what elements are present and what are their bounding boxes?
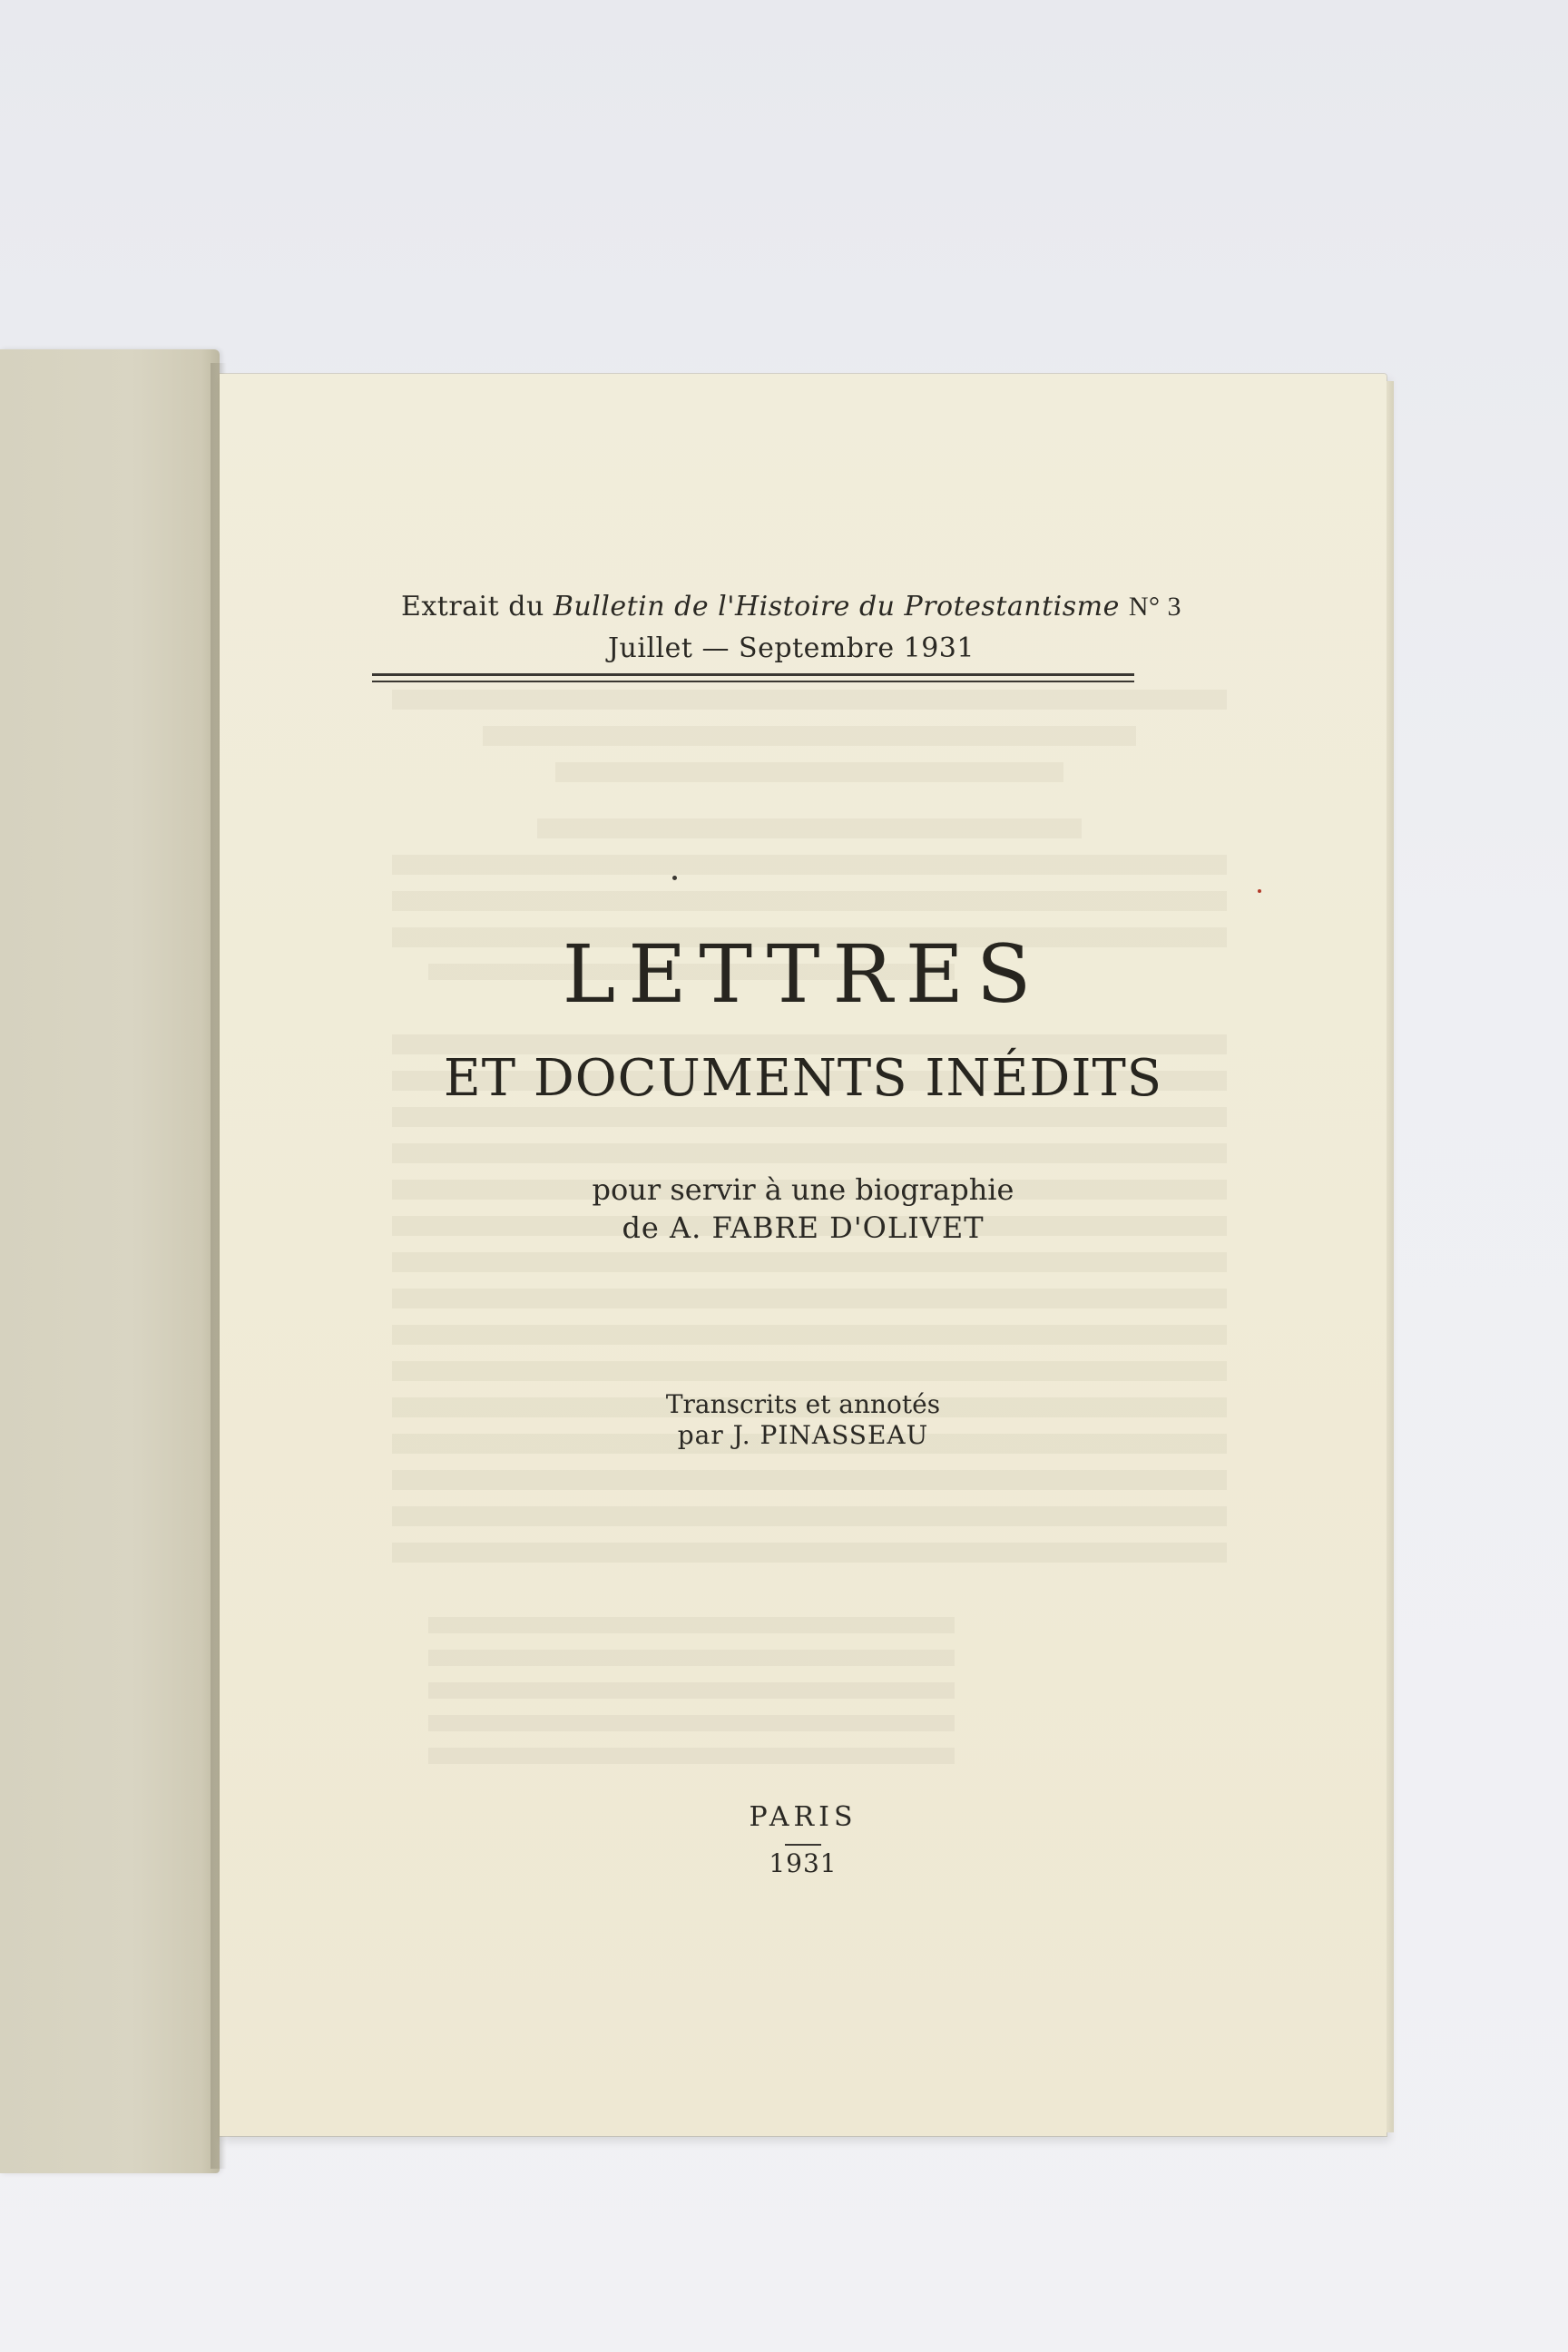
ink-dot <box>672 876 677 880</box>
purpose-line-2: de A. FABRE D'OLIVET <box>622 1210 985 1245</box>
extract-prefix: Extrait du <box>400 591 544 622</box>
subtitle: ET DOCUMENTS INÉDITS <box>443 1049 1163 1108</box>
title-page-content <box>220 374 1387 2136</box>
main-title: LETTRES <box>562 927 1044 1021</box>
date-line: Juillet — Septembre 1931 <box>608 632 975 664</box>
header-rule-thick <box>372 673 1134 676</box>
red-speck <box>1258 889 1261 893</box>
issue-number: N° 3 <box>1128 592 1182 622</box>
left-page-cover <box>0 349 220 2173</box>
title-page <box>220 374 1387 2136</box>
credits-line-1: Transcrits et annotés <box>665 1389 941 1419</box>
imprint-city: PARIS <box>749 1801 858 1833</box>
bulletin-title: Bulletin de l'Histoire du Protestantisme <box>553 591 1120 622</box>
imprint-rule <box>785 1844 821 1846</box>
page-edge <box>1387 381 1394 2132</box>
credits-line-2: par J. PINASSEAU <box>677 1420 929 1450</box>
imprint-year: 1931 <box>769 1848 838 1878</box>
extract-line <box>338 590 1245 624</box>
purpose-line-1: pour servir à une biographie <box>592 1172 1014 1207</box>
header-rule-thin <box>372 681 1134 682</box>
